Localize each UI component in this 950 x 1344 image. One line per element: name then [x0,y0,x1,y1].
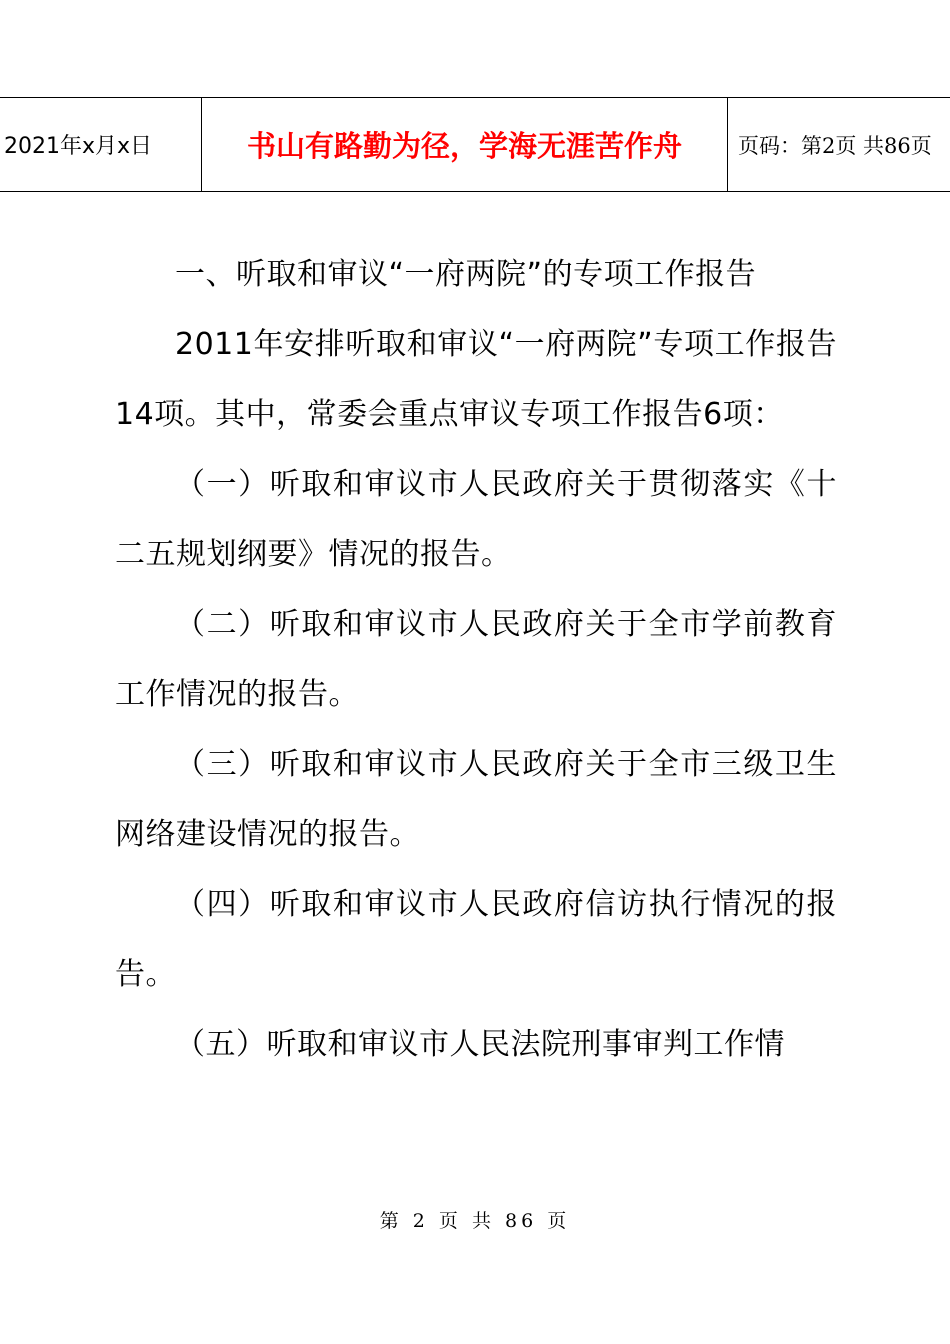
document-body [115,240,837,1080]
list-item: （二）听取和审议市人民政府关于全市学前教育工作情况的报告。 [115,607,837,712]
list-item: （五）听取和审议市人民法院刑事审判工作情 [175,1027,785,1062]
page-footer: 第 2 页 共 86 页 [379,1210,571,1232]
header-date: 2021年x月x日 [4,134,153,159]
page-header [0,97,950,192]
section-heading: 一、听取和审议“一府两院”的专项工作报告 [175,257,757,292]
list-item: （四）听取和审议市人民政府信访执行情况的报告。 [115,887,837,992]
header-motto: 书山有路勤为径，学海无涯苦作舟 [201,98,728,191]
list-item: （三）听取和审议市人民政府关于全市三级卫生网络建设情况的报告。 [115,747,837,852]
list-item: （一）听取和审议市人民政府关于贯彻落实《十二五规划纲要》情况的报告。 [115,467,837,572]
body-paragraph: 2011年安排听取和审议“一府两院”专项工作报告14项。其中，常委会重点审议专项工作报告6项： [115,327,837,432]
header-page-info: 页码：第2页 共86页 [738,133,932,158]
